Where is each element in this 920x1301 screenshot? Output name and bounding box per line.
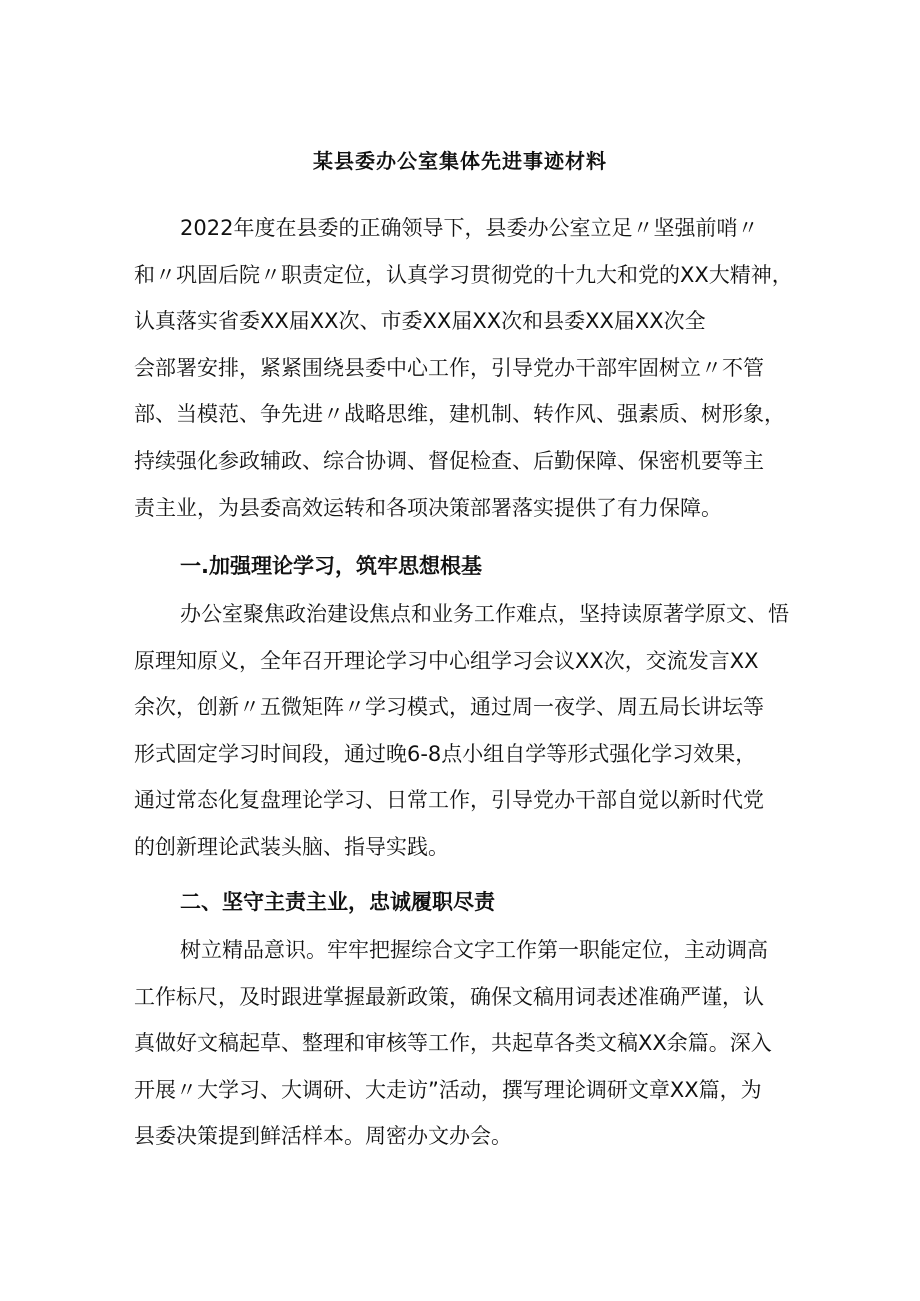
paragraph-line: 责主业，为县委高效运转和各项决策部署落实提供了有力保障。	[134, 495, 722, 520]
paragraph-line: 形式固定学习时间段，通过晚6-8点小组自学等形式强化学习效果，	[134, 741, 757, 766]
paragraph-line: 县委决策提到鲜活样本。周密办文办会。	[134, 1124, 512, 1149]
paragraph-line: 原理知原义，全年召开理论学习中心组学习会议XX次，交流发言XX	[134, 648, 759, 673]
paragraph-line: 通过常态化复盘理论学习、日常工作，引导党办干部自觉以新时代党	[134, 788, 764, 813]
section-2-paragraph	[134, 927, 794, 1160]
paragraph-line: 办公室聚焦政治建设焦点和业务工作难点，坚持读原著学原文、悟	[180, 602, 789, 626]
paragraph-line: 2022年度在县委的正确领导下，县委办公室立足〃坚强前哨〃	[180, 216, 759, 240]
section-heading-1	[134, 543, 794, 590]
paragraph-line: 开展〃大学习、大调研、大走访”活动，撰写理论调研文章XX篇，为	[134, 1077, 762, 1102]
paragraph-line: 和〃巩固后院〃职责定位，认真学习贯彻党的十九大和党的XX大精神，	[134, 262, 793, 287]
paragraph-line: 的创新理论武装头脑、指导实践。	[134, 834, 449, 859]
section-heading-text: 一.加强理论学习，筑牢思想根基	[180, 554, 482, 578]
paragraph-line: 部、当模范、争先进〃战略思维，建机制、转作风、强素质、树形象，	[134, 402, 785, 427]
section-1-paragraph	[134, 591, 794, 871]
paragraph-line: 余次，创新〃五微矩阵〃学习模式，通过周一夜学、周五局长讲坛等	[134, 695, 764, 720]
paragraph-line: 持续强化参政辅政、综合协调、督促检查、后勤保障、保密机要等主	[134, 448, 764, 473]
paragraph-line: 认真落实省委XX届XX次、市委XX届XX次和县委XX届XX次全	[134, 309, 706, 334]
section-heading-text: 二、坚守主责主业，忠诚履职尽责	[180, 890, 495, 914]
paragraph-line: 真做好文稿起草、整理和审核等工作，共起草各类文稿XX余篇。深入	[134, 1031, 772, 1056]
intro-paragraph	[134, 205, 794, 531]
section-heading-2	[134, 879, 794, 926]
paragraph-line: 工作标尺，及时跟进掌握最新政策，确保文稿用词表述准确严谨，认	[134, 984, 764, 1009]
document-title: 某县委办公室集体先进事迹材料	[313, 149, 607, 173]
paragraph-line: 树立精品意识。牢牢把握综合文字工作第一职能定位，主动调高	[180, 938, 768, 962]
paragraph-line: 会部署安排，紧紧围绕县委中心工作，引导党办干部牢固树立〃不管	[134, 355, 764, 380]
